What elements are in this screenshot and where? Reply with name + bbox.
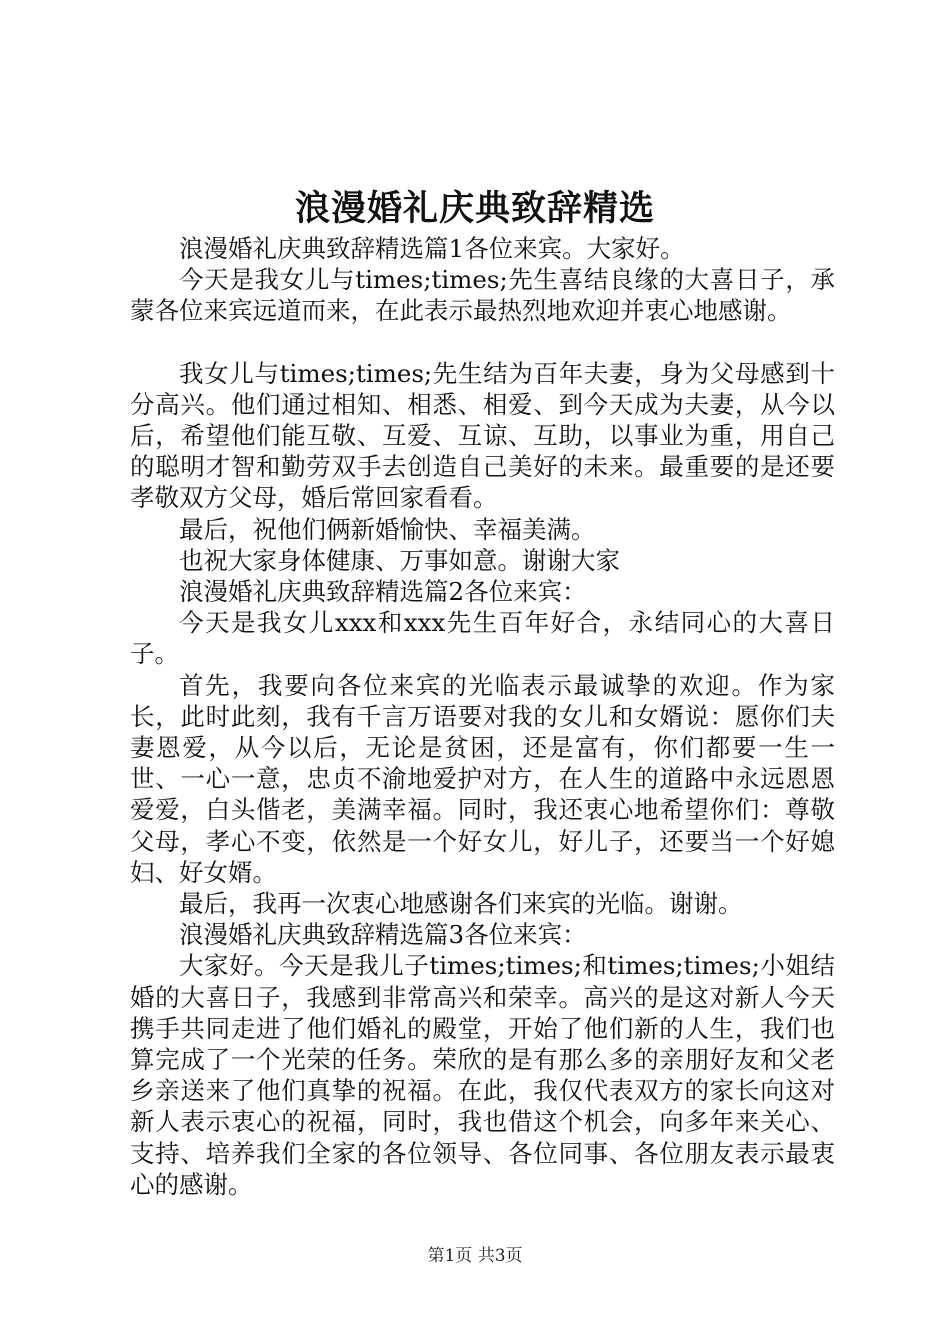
page-title: 浪漫婚礼庆典致辞精选	[294, 188, 655, 229]
paragraph: 浪漫婚礼庆典致辞精选篇1各位来宾。大家好。	[179, 234, 685, 263]
paragraph: 今天是我女儿xxx和xxx先生百年好合，永结同心的大喜日子。	[130, 608, 835, 669]
paragraph: 最后，祝他们俩新婚愉快、幸福美满。	[179, 514, 596, 544]
paragraph: 首先，我要向各位来宾的光临表示最诚挚的欢迎。作为家长，此时此刻，我有千言万语要对我的女儿和女婿说：愿你们夫妻恩爱，从今以后，无论是贫困，还是富有，你们都要一生一世、一心一意，忠贞不渝地爱护对方，在人生的道路中永远恩恩爱爱，白头偕老，美满幸福。同时，我还衷心地希望你们：尊敬父母，孝心不变，依然是一个好女儿，好儿子，还要当一个好媳妇、好女婿。	[130, 670, 835, 887]
paragraph: 浪漫婚礼庆典致辞精选篇3各位来宾：	[179, 920, 587, 950]
page-number-footer: 第1页 共3页	[427, 1246, 523, 1266]
paragraph: 大家好。今天是我儿子times;times;和times;times;小姐结婚的大喜日子，我感到非常高兴和荣幸。高兴的是这对新人今天携手共同走进了他们婚礼的殿堂，开始了他们新的人生，我们也算完成了一个光荣的任务。荣欣的是有那么多的亲朋好友和父老乡亲送来了他们真挚的祝福。在此，我仅代表双方的家长向这对新人表示衷心的祝福，同时，我也借这个机会，向多年来关心、支持、培养我们全家的各位领导、各位同事、各位朋友表示最衷心的感谢。	[130, 951, 835, 1199]
paragraph: 浪漫婚礼庆典致辞精选篇2各位来宾：	[179, 577, 587, 607]
paragraph: 也祝大家身体健康、万事如意。谢谢大家	[179, 545, 620, 575]
paragraph: 今天是我女儿与times;times;先生喜结良缘的大喜日子，承蒙各位来宾远道而来，在此表示最热烈地欢迎并衷心地感谢。	[130, 265, 835, 326]
paragraph: 最后，我再一次衷心地感谢各们来宾的光临。谢谢。	[179, 889, 743, 919]
paragraph: 我女儿与times;times;先生结为百年夫妻，身为父母感到十分高兴。他们通过相知、相悉、相爱、到今天成为夫妻，从今以后，希望他们能互敬、互爱、互谅、互助，以事业为重，用自己的聪明才智和勤劳双手去创造自己美好的未来。最重要的是还要孝敬双方父母，婚后常回家看看。	[130, 358, 835, 513]
document-body	[130, 233, 835, 1200]
